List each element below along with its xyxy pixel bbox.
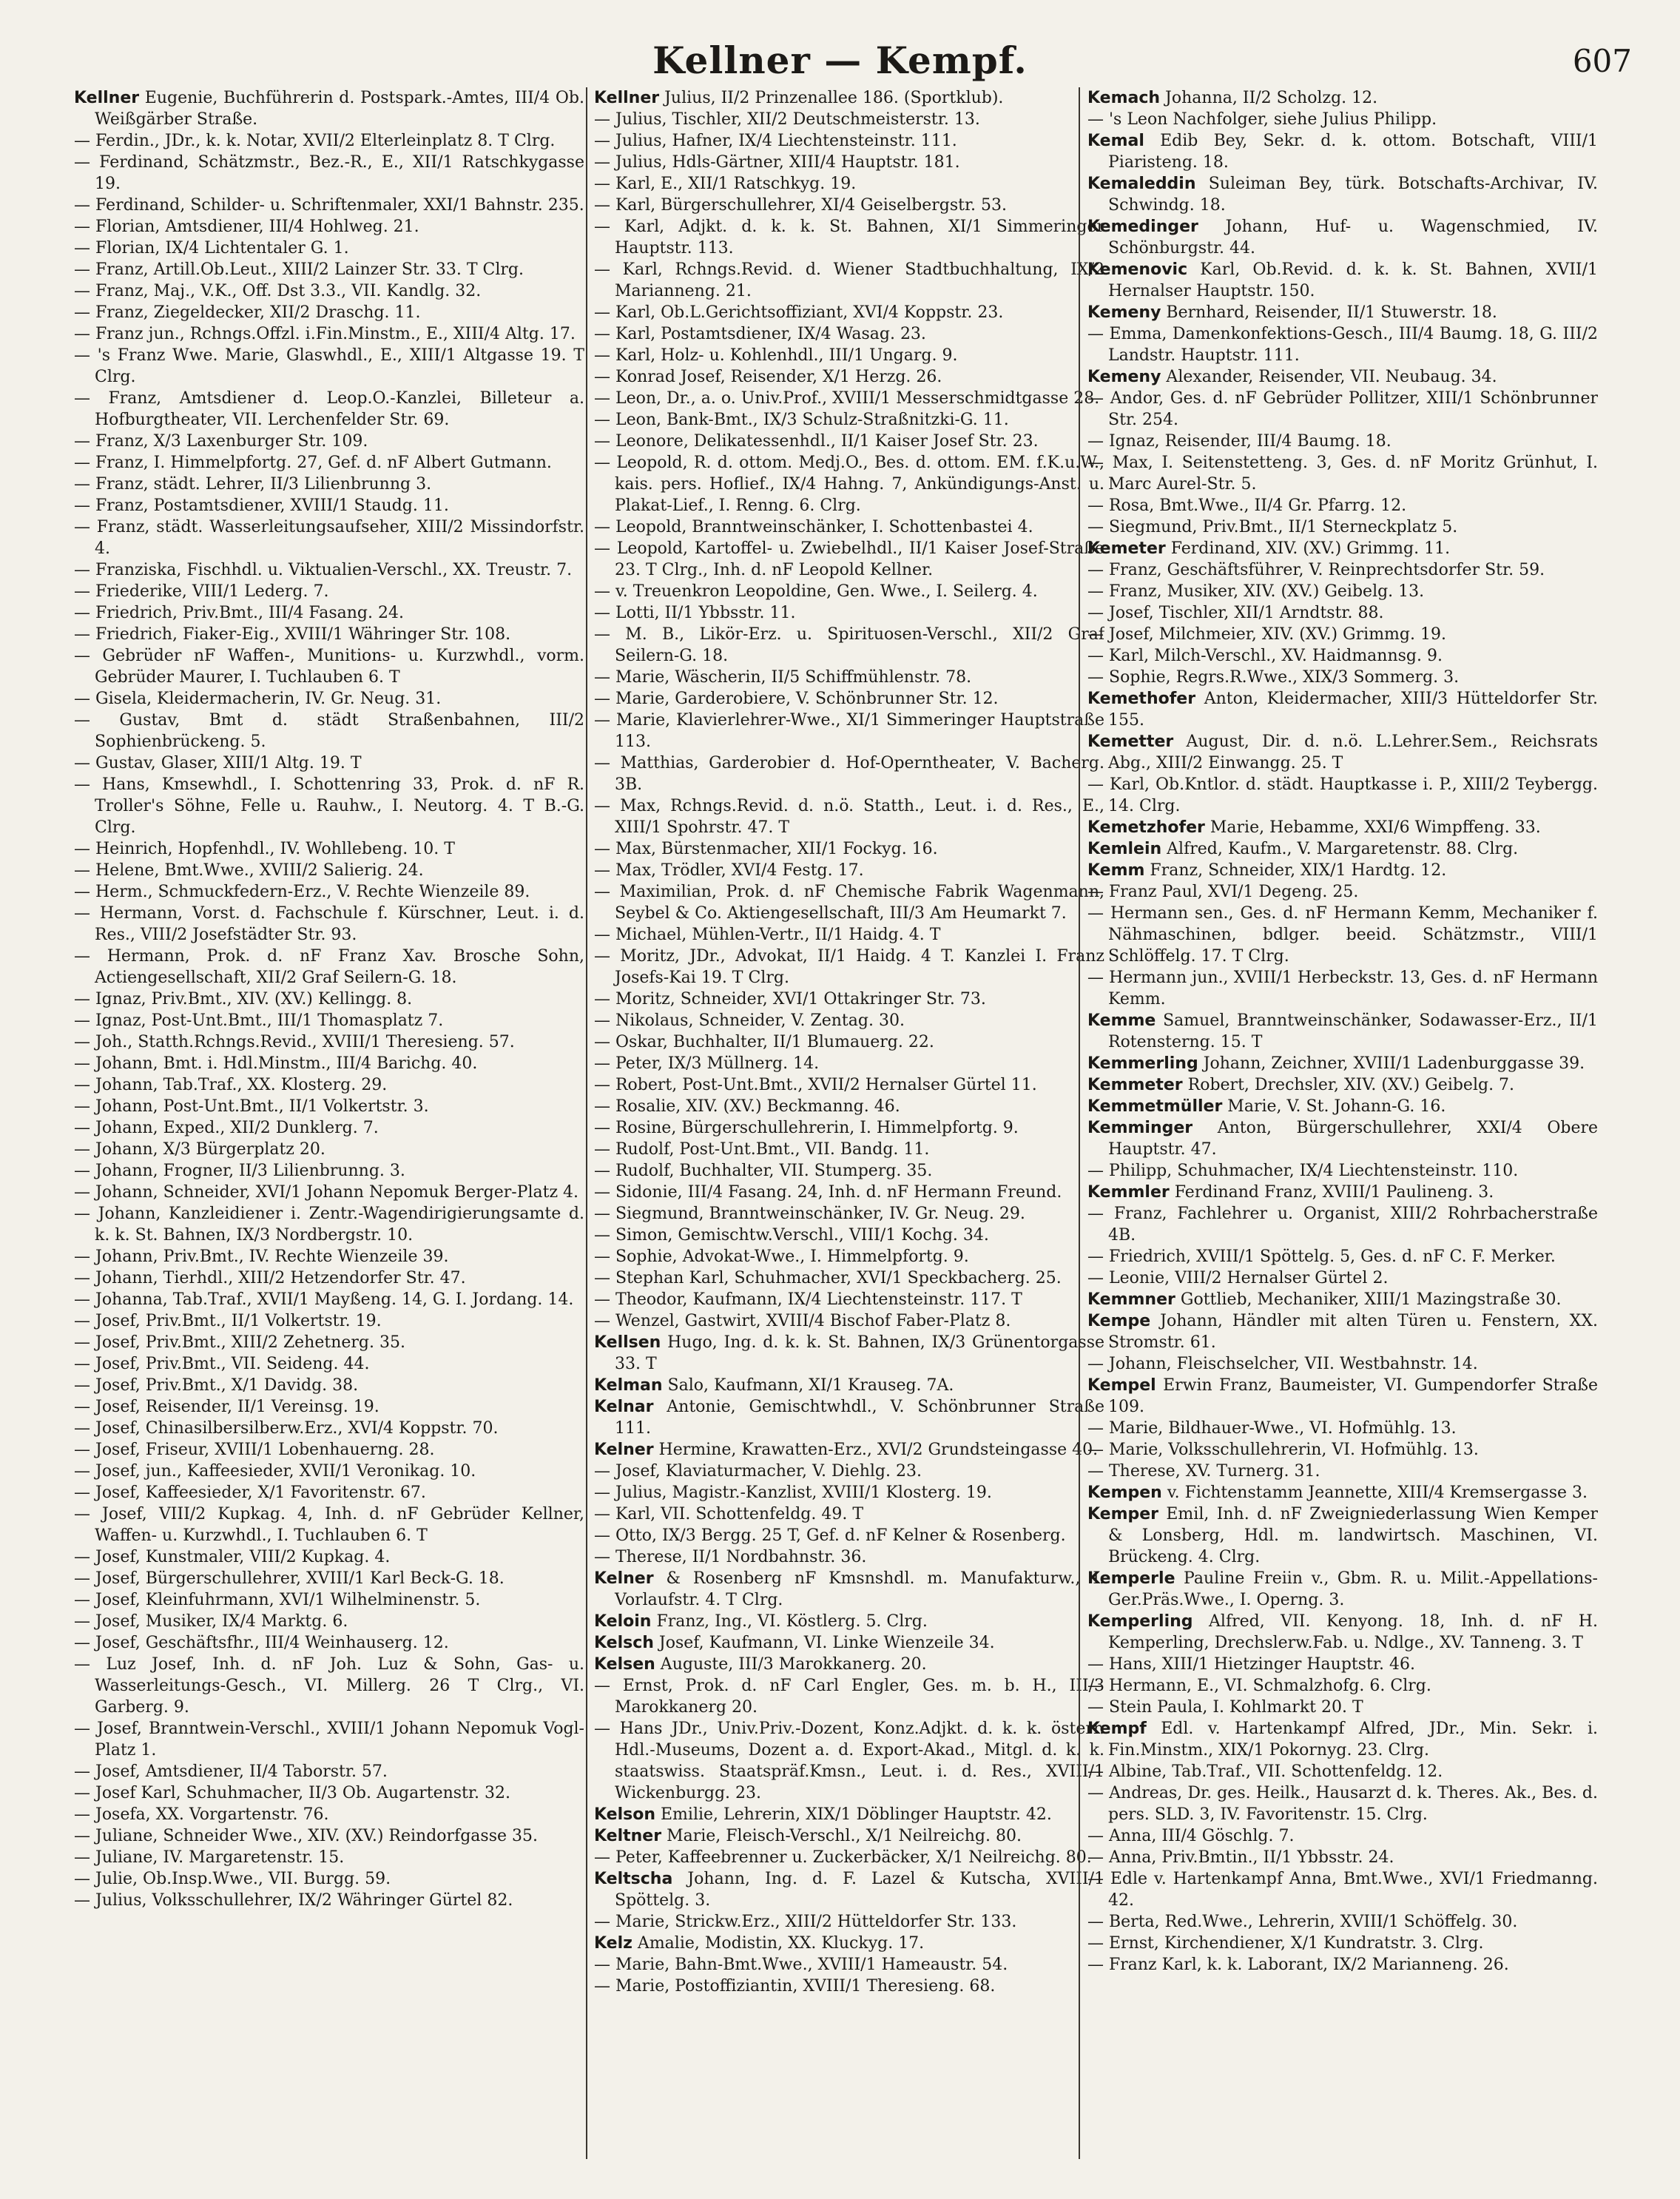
- directory-entry: — Julie, Ob.Insp.Wwe., VII. Burgg. 59.: [74, 1870, 391, 1888]
- directory-entry: — Helene, Bmt.Wwe., XVIII/2 Salierig. 24.: [74, 861, 424, 880]
- column-divider: [586, 87, 587, 2159]
- surname: Kellsen: [594, 1333, 661, 1352]
- surname: Kemme: [1087, 1011, 1156, 1030]
- directory-entry: — Hermann, E., VI. Schmalzhofg. 6. Clrg.: [1087, 1677, 1431, 1695]
- directory-entry: — Marie, Bahn-Bmt.Wwe., XVIII/1 Hameaustr. 54.: [594, 1956, 1008, 1974]
- directory-entry: — Nikolaus, Schneider, V. Zentag. 30.: [594, 1011, 905, 1030]
- directory-entry: — Ferdinand, Schätzmstr., Bez.-R., E., XII/1 Ratschkygasse 19.: [74, 153, 584, 193]
- directory-entry: — Julius, Magistr.-Kanzlist, XVIII/1 Klosterg. 19.: [594, 1484, 992, 1502]
- directory-entry: Kemeter Ferdinand, XIV. (XV.) Grimmg. 11.: [1087, 539, 1451, 558]
- surname: Kelner: [594, 1441, 654, 1459]
- directory-entry: — Luz Josef, Inh. d. nF Joh. Luz & Sohn, Gas- u. Wasserleitungs-Gesch., VI. Millerg. 26 T Clrg., VI. Garberg. 9.: [74, 1655, 584, 1717]
- directory-entry: — Gisela, Kleidermacherin, IV. Gr. Neug. 31.: [74, 690, 442, 708]
- surname: Kellner: [74, 89, 140, 107]
- directory-entry: — Karl, E., XII/1 Ratschkyg. 19.: [594, 175, 857, 193]
- directory-entry: — Gustav, Bmt d. städt Straßenbahnen, III/2 Sophienbrückeng. 5.: [74, 711, 584, 751]
- directory-entry: — Juliane, IV. Margaretenstr. 15.: [74, 1848, 345, 1867]
- directory-entry: — Franz, Musiker, XIV. (XV.) Geibelg. 13.: [1087, 582, 1425, 601]
- directory-entry: — Heinrich, Hopfenhdl., IV. Wohllebeng. 10. T: [74, 840, 455, 858]
- directory-entry: — Emma, Damenkonfektions-Gesch., III/4 Baumg. 18, G. III/2 Landstr. Hauptstr. 111.: [1087, 325, 1598, 365]
- directory-entry: — Therese, II/1 Nordbahnstr. 36.: [594, 1548, 867, 1566]
- directory-entry: Kempen v. Fichtenstamm Jeannette, XIII/4 Kremsergasse 3.: [1087, 1484, 1588, 1502]
- column-3: [1087, 87, 1598, 2159]
- directory-entry: — Josef, Branntwein-Verschl., XVIII/1 Johann Nepomuk Vogl-Platz 1.: [74, 1720, 584, 1759]
- directory-entry: — Franz, Postamtsdiener, XVIII/1 Staudg. 11.: [74, 496, 449, 515]
- directory-entry: — Philipp, Schuhmacher, IX/4 Liechtensteinstr. 110.: [1087, 1162, 1519, 1180]
- directory-entry: — Siegmund, Branntweinschänker, IV. Gr. Neug. 29.: [594, 1205, 1025, 1223]
- surname: Keloin: [594, 1612, 652, 1631]
- directory-entry: Kemetzhofer Marie, Hebamme, XXI/6 Wimpffeng. 33.: [1087, 818, 1541, 837]
- directory-entry: — Julius, Hdls-Gärtner, XIII/4 Hauptstr. 181.: [594, 153, 960, 172]
- directory-entry: — Juliane, Schneider Wwe., XIV. (XV.) Reindorfgasse 35.: [74, 1827, 538, 1845]
- directory-entry: — Julius, Hafner, IX/4 Liechtensteinstr. 111.: [594, 132, 957, 150]
- directory-entry: — Karl, VII. Schottenfeldg. 49. T: [594, 1505, 864, 1523]
- directory-entry: — Johann, Frogner, II/3 Lilienbrunng. 3.: [74, 1162, 405, 1180]
- directory-entry: Kemmner Gottlieb, Mechaniker, XIII/1 Mazingstraße 30.: [1087, 1290, 1562, 1309]
- directory-entry: — Rosine, Bürgerschullehrerin, I. Himmelpfortg. 9.: [594, 1119, 1019, 1137]
- surname: Kemal: [1087, 132, 1144, 150]
- surname: Kemethofer: [1087, 690, 1196, 708]
- directory-entry: Kemenovic Karl, Ob.Revid. d. k. k. St. Bahnen, XVII/1 Hernalser Hauptstr. 150.: [1087, 260, 1598, 300]
- directory-entry: — Franz, I. Himmelpfortg. 27, Gef. d. nF Albert Gutmann.: [74, 454, 552, 472]
- directory-entry: — Karl, Ob.Kntlor. d. städt. Hauptkasse i. P., XIII/2 Teybergg. 14. Clrg.: [1087, 775, 1598, 815]
- directory-entry: — Rudolf, Post-Unt.Bmt., VII. Bandg. 11.: [594, 1140, 930, 1159]
- directory-entry: — Maximilian, Prok. d. nF Chemische Fabrik Wagenmann, Seybel & Co. Aktiengesellschaft, III/3 Am Heumarkt 7.: [594, 883, 1104, 923]
- directory-entry: Keltscha Johann, Ing. d. F. Lazel & Kutscha, XVIII/1 Spöttelg. 3.: [594, 1870, 1104, 1910]
- surname: Kemeny: [1087, 368, 1161, 386]
- surname: Kelz: [594, 1934, 632, 1953]
- directory-entry: Kemeny Bernhard, Reisender, II/1 Stuwerstr. 18.: [1087, 303, 1497, 322]
- directory-entry: — Gebrüder nF Waffen-, Munitions- u. Kurzwhdl., vorm. Gebrüder Maurer, I. Tuchlauben 6. T: [74, 647, 584, 687]
- directory-entry: — Josef, Priv.Bmt., XIII/2 Zehetnerg. 35.: [74, 1333, 405, 1352]
- directory-entry: — Johann, Schneider, XVI/1 Johann Nepomuk Berger-Platz 4.: [74, 1183, 579, 1202]
- directory-entry: — Marie, Klavierlehrer-Wwe., XI/1 Simmeringer Hauptstraße 113.: [594, 711, 1104, 751]
- directory-entry: Kellsen Hugo, Ing. d. k. k. St. Bahnen, IX/3 Grünentorgasse 33. T: [594, 1333, 1104, 1373]
- directory-entry: — Josef, Milchmeier, XIV. (XV.) Grimmg. 19.: [1087, 625, 1446, 644]
- directory-entry: — Josef, Tischler, XII/1 Arndtstr. 88.: [1087, 604, 1384, 622]
- directory-entry: — Hans, XIII/1 Hietzinger Hauptstr. 46.: [1087, 1655, 1415, 1674]
- directory-entry: — Marie, Strickw.Erz., XIII/2 Hütteldorfer Str. 133.: [594, 1913, 1017, 1931]
- directory-entry: Kelsen Auguste, III/3 Marokkanerg. 20.: [594, 1655, 927, 1674]
- surname: Kemmner: [1087, 1290, 1175, 1309]
- directory-entry: Kemper Emil, Inh. d. nF Zweigniederlassung Wien Kemper & Lonsberg, Hdl. m. landwirtsch. Maschinen, VI. Brückeng. 4. Clrg.: [1087, 1505, 1598, 1566]
- directory-entry: Kemperling Alfred, VII. Kenyong. 18, Inh. d. nF H. Kemperling, Drechslerw.Fab. u. Ndlge., XV. Tanneng. 3. T: [1087, 1612, 1598, 1652]
- directory-entry: — Albine, Tab.Traf., VII. Schottenfeldg. 12.: [1087, 1762, 1443, 1781]
- directory-entry: — Johann, Fleischselcher, VII. Westbahnstr. 14.: [1087, 1355, 1478, 1373]
- directory-entry: Keloin Franz, Ing., VI. Köstlerg. 5. Clrg.: [594, 1612, 928, 1631]
- surname: Kelnar: [594, 1398, 654, 1416]
- directory-entry: Kelsch Josef, Kaufmann, VI. Linke Wienzeile 34.: [594, 1634, 995, 1652]
- surname: Kemmetmüller: [1087, 1097, 1223, 1116]
- directory-entry: — Karl, Bürgerschullehrer, XI/4 Geiselbergstr. 53.: [594, 196, 1008, 215]
- directory-entry: — Karl, Adjkt. d. k. k. St. Bahnen, XI/1 Simmeringer Hauptstr. 113.: [594, 218, 1104, 257]
- surname: Kemetter: [1087, 733, 1174, 751]
- directory-entry: — Max, Bürstenmacher, XII/1 Fockyg. 16.: [594, 840, 938, 858]
- directory-entry: — Leopold, R. d. ottom. Medj.O., Bes. d. ottom. EM. f.K.u.W., kais. pers. Hoflief., IX/4 Hahng. 7, Ankündigungs-Anst. u. Plakat-Lief., I. Renng. 6. Clrg.: [594, 454, 1104, 515]
- surname: Kemach: [1087, 89, 1161, 107]
- directory-entry: — Max, Rchngs.Revid. d. n.ö. Statth., Leut. i. d. Res., E., XIII/1 Spohrstr. 47. T: [594, 797, 1104, 837]
- directory-entry: Kelz Amalie, Modistin, XX. Kluckyg. 17.: [594, 1934, 925, 1953]
- directory-entry: — Joh., Statth.Rchngs.Revid., XVIII/1 Theresieng. 57.: [74, 1033, 515, 1051]
- directory-entry: Kelman Salo, Kaufmann, XI/1 Krauseg. 7A.: [594, 1376, 954, 1395]
- page-title: Kellner — Kempf.: [652, 38, 1028, 82]
- directory-entry: — Josef, Friseur, XVIII/1 Lobenhauerng. 28.: [74, 1441, 435, 1459]
- directory-entry: Kemmeter Robert, Drechsler, XIV. (XV.) Geibelg. 7.: [1087, 1076, 1515, 1094]
- directory-entry: — Marie, Volksschullehrerin, VI. Hofmühlg. 13.: [1087, 1441, 1479, 1459]
- directory-entry: — Karl, Milch-Verschl., XV. Haidmannsg. 9.: [1087, 647, 1443, 665]
- column-2: [594, 87, 1104, 2159]
- directory-entry: — Hermann, Prok. d. nF Franz Xav. Brosche Sohn, Actiengesellschaft, XII/2 Graf Seilern-G. 18.: [74, 947, 584, 987]
- surname: Kempen: [1087, 1484, 1162, 1502]
- directory-entry: Kempf Edl. v. Hartenkampf Alfred, JDr., Min. Sekr. i. Fin.Minstm., XIX/1 Pokornyg. 23. Clrg.: [1087, 1720, 1598, 1759]
- directory-entry: — Leon, Dr., a. o. Univ.Prof., XVIII/1 Messerschmidtgasse 28.: [594, 389, 1100, 408]
- directory-entry: — 's Franz Wwe. Marie, Glaswhdl., E., XIII/1 Altgasse 19. T Clrg.: [74, 346, 584, 386]
- directory-entry: — Andor, Ges. d. nF Gebrüder Pollitzer, XIII/1 Schönbrunner Str. 254.: [1087, 389, 1598, 429]
- directory-entry: — Anna, Priv.Bmtin., II/1 Ybbsstr. 24.: [1087, 1848, 1394, 1867]
- directory-entry: — M. B., Likör-Erz. u. Spirituosen-Verschl., XII/2 Graf Seilern-G. 18.: [594, 625, 1104, 665]
- directory-entry: — Franz Karl, k. k. Laborant, IX/2 Marianneng. 26.: [1087, 1956, 1509, 1974]
- directory-entry: — Josef, Amtsdiener, II/4 Taborstr. 57.: [74, 1762, 388, 1781]
- surname: Kelman: [594, 1376, 663, 1395]
- directory-entry: — Michael, Mühlen-Vertr., II/1 Haidg. 4. T: [594, 926, 941, 944]
- surname: Kempe: [1087, 1312, 1151, 1330]
- directory-entry: — Franz jun., Rchngs.Offzl. i.Fin.Minstm., E., XIII/4 Altg. 17.: [74, 325, 576, 343]
- surname: Kellner: [594, 89, 660, 107]
- directory-entry: — Max, I. Seitenstetteng. 3, Ges. d. nF Moritz Grünhut, I. Marc Aurel-Str. 5.: [1087, 454, 1598, 494]
- directory-entry: — Stephan Karl, Schuhmacher, XVI/1 Speckbacherg. 25.: [594, 1269, 1062, 1287]
- surname: Kemm: [1087, 861, 1145, 880]
- directory-entry: — Sidonie, III/4 Fasang. 24, Inh. d. nF Hermann Freund.: [594, 1183, 1062, 1202]
- directory-entry: — Hermann sen., Ges. d. nF Hermann Kemm, Mechaniker f. Nähmaschinen, bdlger. beeid. Schätzmstr., VIII/1 Schlöffelg. 17. T Clrg.: [1087, 904, 1598, 966]
- directory-entry: — Hans JDr., Univ.Priv.-Dozent, Konz.Adjkt. d. k. k. österr. Hdl.-Museums, Dozent a. d. Export-Akad., Mitgl. d. k. k. staatswiss. Staatspräf.Kmsn., Leut. i. d. Res., XVIII/1 Wickenburgg. 23.: [594, 1720, 1104, 1802]
- surname: Kelson: [594, 1805, 655, 1824]
- directory-entry: — Josef, Bürgerschullehrer, XVIII/1 Karl Beck-G. 18.: [74, 1569, 505, 1588]
- directory-entry: — Lotti, II/1 Ybbsstr. 11.: [594, 604, 796, 622]
- directory-entry: Keltner Marie, Fleisch-Verschl., X/1 Neilreichg. 80.: [594, 1827, 1022, 1845]
- directory-entry: Kemmler Ferdinand Franz, XVIII/1 Paulineng. 3.: [1087, 1183, 1494, 1202]
- directory-entry: — Ernst, Kirchendiener, X/1 Kundratstr. 3. Clrg.: [1087, 1934, 1484, 1953]
- directory-entry: — Otto, IX/3 Bergg. 25 T, Gef. d. nF Kelner & Rosenberg.: [594, 1526, 1066, 1545]
- column-1: [74, 87, 584, 2159]
- directory-entry: — Sophie, Regrs.R.Wwe., XIX/3 Sommerg. 3.: [1087, 668, 1460, 687]
- directory-entry: — Marie, Wäscherin, II/5 Schiffmühlenstr. 78.: [594, 668, 972, 687]
- surname: Kemper: [1087, 1505, 1159, 1523]
- directory-entry: — Max, Trödler, XVI/4 Festg. 17.: [594, 861, 864, 880]
- directory-entry: — Karl, Rchngs.Revid. d. Wiener Stadtbuchhaltung, IX/2 Marianneng. 21.: [594, 260, 1104, 300]
- surname: Kemperle: [1087, 1569, 1175, 1588]
- directory-entry: — Franz, X/3 Laxenburger Str. 109.: [74, 432, 368, 451]
- directory-entry: — Franz, Ziegeldecker, XII/2 Draschg. 11.: [74, 303, 421, 322]
- directory-entry: — Berta, Red.Wwe., Lehrerin, XVIII/1 Schöffelg. 30.: [1087, 1913, 1518, 1931]
- directory-entry: — Franz, städt. Wasserleitungsaufseher, XIII/2 Missindorfstr. 4.: [74, 518, 584, 558]
- directory-entry: — Anna, III/4 Göschlg. 7.: [1087, 1827, 1295, 1845]
- directory-entry: — Franz, Amtsdiener d. Leop.O.-Kanzlei, Billeteur a. Hofburgtheater, VII. Lerchenfelder Str. 69.: [74, 389, 584, 429]
- directory-entry: Kemm Franz, Schneider, XIX/1 Hardtg. 12.: [1087, 861, 1447, 880]
- directory-entry: — Simon, Gemischtw.Verschl., VIII/1 Kochg. 34.: [594, 1226, 989, 1245]
- directory-entry: — Siegmund, Priv.Bmt., II/1 Sterneckplatz 5.: [1087, 518, 1458, 536]
- directory-entry: — Hans, Kmsewhdl., I. Schottenring 33, Prok. d. nF R. Troller's Söhne, Felle u. Rauhw., I. Neutorg. 4. T B.-G. Clrg.: [74, 775, 584, 837]
- directory-entry: Kemal Edib Bey, Sekr. d. k. ottom. Botschaft, VIII/1 Piaristeng. 18.: [1087, 132, 1598, 172]
- surname: Kemmerling: [1087, 1054, 1198, 1073]
- directory-entry: — Rosa, Bmt.Wwe., II/4 Gr. Pfarrg. 12.: [1087, 496, 1407, 515]
- surname: Kelsen: [594, 1655, 655, 1674]
- surname: Kelsch: [594, 1634, 654, 1652]
- directory-entry: — Wenzel, Gastwirt, XVIII/4 Bischof Faber-Platz 8.: [594, 1312, 1011, 1330]
- directory-entry: — Ferdinand, Schilder- u. Schriftenmaler, XXI/1 Bahnstr. 235.: [74, 196, 584, 215]
- directory-entry: — Josef Karl, Schuhmacher, II/3 Ob. Augartenstr. 32.: [74, 1784, 510, 1802]
- directory-entry: — Florian, IX/4 Lichtentaler G. 1.: [74, 239, 349, 257]
- directory-entry: — Marie, Postoffiziantin, XVIII/1 Theresieng. 68.: [594, 1977, 996, 1996]
- directory-entry: — Marie, Bildhauer-Wwe., VI. Hofmühlg. 13.: [1087, 1419, 1457, 1438]
- directory-entry: — Therese, XV. Turnerg. 31.: [1087, 1462, 1320, 1481]
- directory-entry: — Konrad Josef, Reisender, X/1 Herzg. 26.: [594, 368, 942, 386]
- directory-entry: — Leonie, VIII/2 Hernalser Gürtel 2.: [1087, 1269, 1389, 1287]
- directory-entry: — Josef, Kaffeesieder, X/1 Favoritenstr. 67.: [74, 1484, 426, 1502]
- directory-entry: — Josef, Priv.Bmt., X/1 Davidg. 38.: [74, 1376, 359, 1395]
- directory-entry: — Edle v. Hartenkampf Anna, Bmt.Wwe., XVI/1 Friedmanng. 42.: [1087, 1870, 1598, 1910]
- surname: Kemedinger: [1087, 218, 1198, 236]
- directory-entry: Kelson Emilie, Lehrerin, XIX/1 Döblinger Hauptstr. 42.: [594, 1805, 1052, 1824]
- directory-entry: Kemaleddin Suleiman Bey, türk. Botschafts-Archivar, IV. Schwindg. 18.: [1087, 175, 1598, 215]
- directory-entry: — Josef, Musiker, IX/4 Marktg. 6.: [74, 1612, 348, 1631]
- surname: Kemeny: [1087, 303, 1161, 322]
- directory-entry: — Josefa, XX. Vorgartenstr. 76.: [74, 1805, 329, 1824]
- surname: Keltner: [594, 1827, 662, 1845]
- directory-entry: Kemedinger Johann, Huf- u. Wagenschmied, IV. Schönburgstr. 44.: [1087, 218, 1598, 257]
- surname: Kemenovic: [1087, 260, 1188, 279]
- directory-entry: — Karl, Postamtsdiener, IX/4 Wasag. 23.: [594, 325, 926, 343]
- directory-entry: — Gustav, Glaser, XIII/1 Altg. 19. T: [74, 754, 362, 772]
- directory-entry: — Ernst, Prok. d. nF Carl Engler, Ges. m. b. H., III/3 Marokkanerg 20.: [594, 1677, 1104, 1717]
- directory-entry: — Karl, Ob.L.Gerichtsoffiziant, XVI/4 Koppstr. 23.: [594, 303, 1004, 322]
- directory-entry: — Karl, Holz- u. Kohlenhdl., III/1 Ungarg. 9.: [594, 346, 958, 365]
- directory-entry: — Julius, Volksschullehrer, IX/2 Währinger Gürtel 82.: [74, 1891, 513, 1910]
- directory-entry: — Josef, Kunstmaler, VIII/2 Kupkag. 4.: [74, 1548, 391, 1566]
- directory-entry: — Marie, Garderobiere, V. Schönbrunner Str. 12.: [594, 690, 999, 708]
- directory-entry: Kemach Johanna, II/2 Scholzg. 12.: [1087, 89, 1378, 107]
- directory-entry: — Leon, Bank-Bmt., IX/3 Schulz-Straßnitzki-G. 11.: [594, 411, 1009, 429]
- directory-entry: — Friedrich, XVIII/1 Spöttelg. 5, Ges. d. nF C. F. Merker.: [1087, 1247, 1556, 1266]
- directory-entry: — Leopold, Kartoffel- u. Zwiebelhdl., II/1 Kaiser Josef-Straße 23. T Clrg., Inh. d. nF Leopold Kellner.: [594, 539, 1104, 579]
- directory-entry: Kemmerling Johann, Zeichner, XVIII/1 Ladenburggasse 39.: [1087, 1054, 1585, 1073]
- directory-entry: — Josef, Klaviaturmacher, V. Diehlg. 23.: [594, 1462, 922, 1481]
- directory-entry: Kelnar Antonie, Gemischtwhdl., V. Schönbrunner Straße 111.: [594, 1398, 1104, 1438]
- directory-entry: — Andreas, Dr. ges. Heilk., Hausarzt d. k. Theres. Ak., Bes. d. pers. SLD. 3, IV. Favoritenstr. 15. Clrg.: [1087, 1784, 1598, 1824]
- directory-entry: Kelner & Rosenberg nF Kmsnshdl. m. Manufakturw., I. Vorlaufstr. 4. T Clrg.: [594, 1569, 1104, 1609]
- directory-entry: — v. Treuenkron Leopoldine, Gen. Wwe., I. Seilerg. 4.: [594, 582, 1038, 601]
- surname: Kelner: [594, 1569, 654, 1588]
- directory-entry: — Robert, Post-Unt.Bmt., XVII/2 Hernalser Gürtel 11.: [594, 1076, 1037, 1094]
- directory-entry: — Franz, Fachlehrer u. Organist, XIII/2 Rohrbacherstraße 4B.: [1087, 1205, 1598, 1245]
- directory-entry: Kelner Hermine, Krawatten-Erz., XVI/2 Grundsteingasse 40.: [594, 1441, 1099, 1459]
- directory-entry: — Rosalie, XIV. (XV.) Beckmanng. 46.: [594, 1097, 900, 1116]
- directory-entry: — Ignaz, Post-Unt.Bmt., III/1 Thomasplatz 7.: [74, 1011, 444, 1030]
- surname: Kemmler: [1087, 1183, 1170, 1202]
- directory-entry: Kempel Erwin Franz, Baumeister, VI. Gumpendorfer Straße 109.: [1087, 1376, 1598, 1416]
- directory-entry: Kemme Samuel, Branntweinschänker, Sodawasser-Erz., II/1 Rotensterng. 15. T: [1087, 1011, 1598, 1051]
- directory-entry: — Moritz, Schneider, XVI/1 Ottakringer Str. 73.: [594, 990, 986, 1008]
- directory-entry: — Julius, Tischler, XII/2 Deutschmeisterstr. 13.: [594, 110, 980, 129]
- directory-entry: — Josef, jun., Kaffeesieder, XVII/1 Veronikag. 10.: [74, 1462, 476, 1481]
- directory-entry: Kemperle Pauline Freiin v., Gbm. R. u. Milit.-Appellations-Ger.Präs.Wwe., I. Operng. 3.: [1087, 1569, 1598, 1609]
- directory-entry: — 's Leon Nachfolger, siehe Julius Philipp.: [1087, 110, 1437, 129]
- directory-entry: — Friederike, VIII/1 Lederg. 7.: [74, 582, 329, 601]
- surname: Kemperling: [1087, 1612, 1193, 1631]
- surname: Kempf: [1087, 1720, 1147, 1738]
- column-divider: [1079, 87, 1080, 2159]
- directory-entry: — Leonore, Delikatessenhdl., II/1 Kaiser Josef Str. 23.: [594, 432, 1039, 451]
- directory-entry: — Josef, Chinasilbersilberw.Erz., XVI/4 Koppstr. 70.: [74, 1419, 499, 1438]
- directory-entry: — Herm., Schmuckfedern-Erz., V. Rechte Wienzeile 89.: [74, 883, 530, 901]
- surname: Kemminger: [1087, 1119, 1193, 1137]
- directory-entry: — Johann, Bmt. i. Hdl.Minstm., III/4 Barichg. 40.: [74, 1054, 478, 1073]
- directory-entry: — Franz, Maj., V.K., Off. Dst 3.3., VII. Kandlg. 32.: [74, 282, 482, 300]
- directory-entry: — Friedrich, Priv.Bmt., III/4 Fasang. 24.: [74, 604, 404, 622]
- directory-entry: — Hermann jun., XVIII/1 Herbeckstr. 13, Ges. d. nF Hermann Kemm.: [1087, 969, 1598, 1008]
- directory-entry: — Moritz, JDr., Advokat, II/1 Haidg. 4 T. Kanzlei I. Franz Josefs-Kai 19. T Clrg.: [594, 947, 1104, 987]
- directory-entry: — Johann, Priv.Bmt., IV. Rechte Wienzeile 39.: [74, 1247, 449, 1266]
- surname: Kempel: [1087, 1376, 1156, 1395]
- surname: Keltscha: [594, 1870, 673, 1888]
- surname: Kemetzhofer: [1087, 818, 1205, 837]
- directory-entry: — Oskar, Buchhalter, II/1 Blumauerg. 22.: [594, 1033, 934, 1051]
- directory-entry: — Johann, X/3 Bürgerplatz 20.: [74, 1140, 325, 1159]
- directory-entry: — Josef, Priv.Bmt., II/1 Volkertstr. 19.: [74, 1312, 382, 1330]
- directory-entry: Kemminger Anton, Bürgerschullehrer, XXI/4 Obere Hauptstr. 47.: [1087, 1119, 1598, 1159]
- directory-entry: — Johann, Tierhdl., XIII/2 Hetzendorfer Str. 47.: [74, 1269, 466, 1287]
- directory-entry: Kempe Johann, Händler mit alten Türen u. Fenstern, XX. Stromstr. 61.: [1087, 1312, 1598, 1352]
- surname: Kemaleddin: [1087, 175, 1196, 193]
- directory-entry: — Rudolf, Buchhalter, VII. Stumperg. 35.: [594, 1162, 933, 1180]
- directory-entry: — Josef, Priv.Bmt., VII. Seideng. 44.: [74, 1355, 370, 1373]
- directory-entry: — Ignaz, Reisender, III/4 Baumg. 18.: [1087, 432, 1391, 451]
- directory-entry: — Johanna, Tab.Traf., XVII/1 Mayßeng. 14, G. I. Jordang. 14.: [74, 1290, 574, 1309]
- directory-entry: Kemethofer Anton, Kleidermacher, XIII/3 Hütteldorfer Str. 155.: [1087, 690, 1598, 730]
- directory-entry: — Franz Paul, XVI/1 Degeng. 25.: [1087, 883, 1359, 901]
- directory-entry: — Josef, VIII/2 Kupkag. 4, Inh. d. nF Gebrüder Kellner, Waffen- u. Kurzwhdl., I. Tuchlauben 6. T: [74, 1505, 584, 1545]
- directory-entry: — Leopold, Branntweinschänker, I. Schottenbastei 4.: [594, 518, 1033, 536]
- directory-entry: Kemeny Alexander, Reisender, VII. Neubaug. 34.: [1087, 368, 1497, 386]
- directory-entry: — Josef, Geschäftsfhr., III/4 Weinhauserg. 12.: [74, 1634, 449, 1652]
- directory-entry: — Johann, Post-Unt.Bmt., II/1 Volkertstr. 3.: [74, 1097, 429, 1116]
- directory-entry: — Josef, Reisender, II/1 Vereinsg. 19.: [74, 1398, 379, 1416]
- directory-entry: — Florian, Amtsdiener, III/4 Hohlweg. 21.: [74, 218, 419, 236]
- directory-entry: — Josef, Kleinfuhrmann, XVI/1 Wilhelminenstr. 5.: [74, 1591, 481, 1609]
- directory-entry: — Franziska, Fischhdl. u. Viktualien-Verschl., XX. Treustr. 7.: [74, 561, 573, 579]
- directory-entry: — Matthias, Garderobier d. Hof-Operntheater, V. Bacherg. 3B.: [594, 754, 1104, 794]
- directory-entry: — Stein Paula, I. Kohlmarkt 20. T: [1087, 1698, 1363, 1717]
- directory-entry: Kemlein Alfred, Kaufm., V. Margaretenstr. 88. Clrg.: [1087, 840, 1519, 858]
- directory-entry: — Theodor, Kaufmann, IX/4 Liechtensteinstr. 117. T: [594, 1290, 1022, 1309]
- directory-entry: — Franz, Artill.Ob.Leut., XIII/2 Lainzer Str. 33. T Clrg.: [74, 260, 524, 279]
- surname: Kemeter: [1087, 539, 1166, 558]
- directory-entry: — Franz, Geschäftsführer, V. Reinprechtsdorfer Str. 59.: [1087, 561, 1545, 579]
- directory-entry: Kemmetmüller Marie, V. St. Johann-G. 16.: [1087, 1097, 1446, 1116]
- directory-entry: — Peter, Kaffeebrenner u. Zuckerbäcker, X/1 Neilreichg. 80.: [594, 1848, 1092, 1867]
- directory-entry: — Johann, Tab.Traf., XX. Klosterg. 29.: [74, 1076, 388, 1094]
- directory-entry: Kellner Eugenie, Buchführerin d. Postspark.-Amtes, III/4 Ob. Weißgärber Straße.: [74, 89, 584, 129]
- directory-entry: — Johann, Kanzleidiener i. Zentr.-Wagendirigierungsamte d. k. k. St. Bahnen, IX/3 Nordbergstr. 10.: [74, 1205, 584, 1245]
- directory-entry: — Friedrich, Fiaker-Eig., XVIII/1 Währinger Str. 108.: [74, 625, 511, 644]
- directory-entry: — Franz, städt. Lehrer, II/3 Lilienbrunng 3.: [74, 475, 432, 494]
- directory-entry: Kemetter August, Dir. d. n.ö. L.Lehrer.Sem., Reichsrats Abg., XIII/2 Einwangg. 25. T: [1087, 733, 1598, 772]
- directory-entry: — Sophie, Advokat-Wwe., I. Himmelpfortg. 9.: [594, 1247, 969, 1266]
- directory-entry: — Peter, IX/3 Müllnerg. 14.: [594, 1054, 820, 1073]
- directory-entry: Kellner Julius, II/2 Prinzenallee 186. (Sportklub).: [594, 89, 1004, 107]
- directory-entry: — Ignaz, Priv.Bmt., XIV. (XV.) Kellingg. 8.: [74, 990, 413, 1008]
- page-number: 607: [1572, 43, 1632, 79]
- surname: Kemlein: [1087, 840, 1162, 858]
- directory-entry: — Ferdin., JDr., k. k. Notar, XVII/2 Elterleinplatz 8. T Clrg.: [74, 132, 556, 150]
- surname: Kemmeter: [1087, 1076, 1183, 1094]
- directory-entry: — Hermann, Vorst. d. Fachschule f. Kürschner, Leut. i. d. Res., VIII/2 Josefstädter Str. 93.: [74, 904, 584, 944]
- directory-entry: — Johann, Exped., XII/2 Dunklerg. 7.: [74, 1119, 379, 1137]
